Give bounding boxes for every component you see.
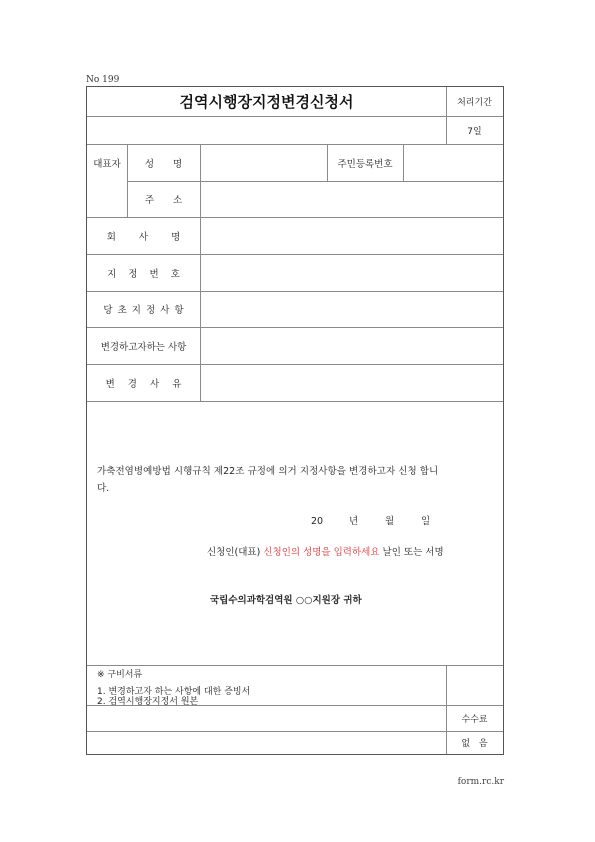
statement-line-2: 다. [97, 483, 110, 494]
fee-value: 없 음 [461, 739, 488, 749]
fee-label: 수수료 [461, 714, 488, 725]
original-designation-label: 당 초 지 정 사 항 [103, 305, 184, 316]
attachment-item: 2. 검역시행장지정서 원본 [97, 697, 199, 707]
application-form [86, 86, 504, 755]
date-day-label: 일 [421, 516, 431, 527]
applicant-prefix: 신청인(대표) [207, 547, 261, 558]
processing-period-value: 7일 [467, 126, 482, 137]
footer-source: form.rc.kr [457, 777, 504, 787]
rule [87, 665, 503, 666]
rule [87, 401, 503, 402]
applicant-suffix: 날인 또는 서명 [382, 547, 444, 558]
applicant-name-field[interactable]: 신청인의 성명을 입력하세요 [263, 547, 380, 558]
rule [403, 144, 404, 181]
rrn-label: 주민등록번호 [337, 158, 393, 170]
processing-period-label: 처리기간 [457, 98, 492, 108]
date-prefix: 20 [311, 516, 324, 527]
form-title: 검역시행장지정변경신청서 [179, 93, 354, 111]
address-label: 주 소 [144, 195, 183, 206]
rule [87, 116, 503, 117]
applicant-line [207, 544, 444, 561]
change-reason-label: 변 경 사 유 [105, 378, 182, 390]
rule [200, 144, 201, 401]
designation-number-label: 지 정 번 호 [107, 268, 180, 280]
name-label: 성 명 [144, 158, 183, 170]
statement-line-1: 가축전염병예방법 시행규칙 제22조 규정에 의거 지정사항을 변경하고자 신청 합니 [97, 466, 439, 477]
attachments-header: ※ 구비서류 [97, 670, 143, 680]
rule [87, 731, 503, 732]
items-to-change-label: 변경하고자하는 사항 [100, 341, 187, 353]
attachment-item: 1. 변경하고자 하는 사항에 대한 증빙서 [97, 687, 251, 697]
recipient: 국립수의과학검역원 ○○지원장 귀하 [210, 595, 362, 606]
representative-label: 대표자 [93, 158, 121, 170]
company-name-label: 회 사 명 [106, 231, 181, 243]
document-number: No 199 [86, 75, 120, 85]
date-year-label: 년 [349, 516, 359, 527]
date-month-label: 월 [385, 516, 395, 527]
